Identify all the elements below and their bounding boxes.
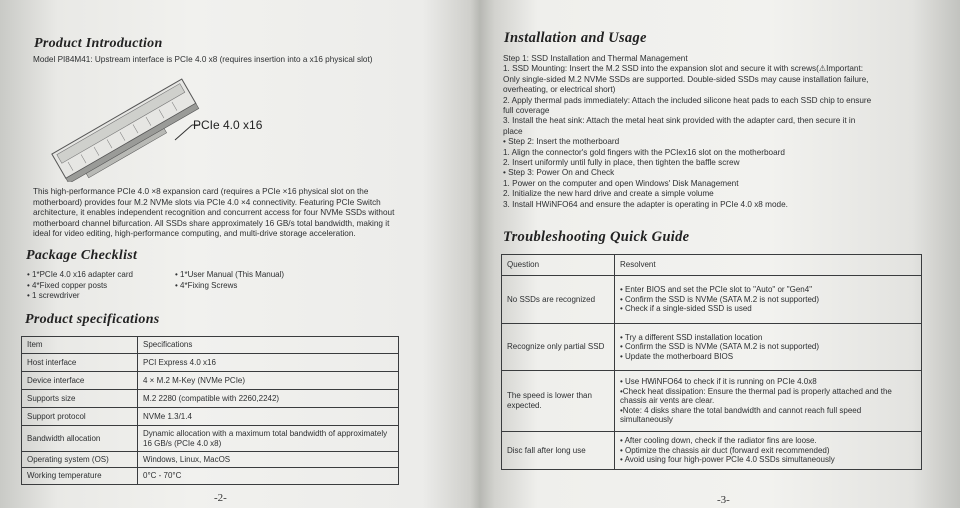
list-item: • 1*PCIe 4.0 x16 adapter card bbox=[27, 270, 133, 279]
specs-title: Product specifications bbox=[25, 312, 160, 327]
troubleshooting-title: Troubleshooting Quick Guide bbox=[503, 229, 690, 245]
table-row: No SSDs are recognized • Enter BIOS and set the PCIe slot to "Auto" or "Gen4" • Confirm the SSD is NVMe (SATA M.2 is not supported) • Check if a single-sided SSD is used bbox=[502, 276, 922, 324]
package-title: Package Checklist bbox=[26, 248, 138, 263]
table-row: Recognize only partial SSD • Try a different SSD installation location • Confirm the SSD is NVMe (SATA M.2 is not supported) • Update the motherboard BIOS bbox=[502, 324, 922, 371]
table-row: The speed is lower than expected. • Use HWiNFO64 to check if it is running on PCIe 4.0x8 •Check heat dissipation: Ensure the thermal pad is properly attached and the chassis air vents are clear. •Note: 4 disks share the total bandwidth and cannot reach full speed simultaneously bbox=[502, 371, 922, 432]
model-line: Model PI84M41: Upstream interface is PCIe 4.0 x8 (requires insertion into a x16 physical slot) bbox=[33, 55, 373, 64]
list-item: • 4*Fixed copper posts bbox=[27, 280, 108, 290]
table-row: Supports size M.2 2280 (compatible with 2260,2242) bbox=[22, 390, 399, 408]
table-row: Host interface PCI Express 4.0 x16 bbox=[22, 354, 399, 372]
product-intro-title: Product Introduction bbox=[34, 36, 163, 51]
install-steps: Step 1: SSD Installation and Thermal Management 1. SSD Mounting: Insert the M.2 SSD into the expansion slot and secure it with screws(⚠Important: Only single-sided M.2 NVMe SSDs are supported. Double-sided SSDs may cause installation failure, overheating, or electrical short) 2. Apply thermal pads immediately: Attach the included silicone heat pads to each SSD chip to ensure full coverage 3. Install the heat sink: Attach the metal heat sink provided with the adapter card, then secure it in place • Step 2: Insert the motherboard 1. Align the connector's gold fingers with the PCIex16 slot on the motherboard 2. Insert uniformly until fully in place, then tighten the baffle screw • Step 3: Power On and Check 1. Power on the computer and open Windows' Disk Management 2. Initialize the new hard drive and create a simple volume 3. Install HWiNFO64 and ensure the adapter is operating in PCIe 4.0 x8 mode. bbox=[503, 54, 872, 209]
list-item: • 4*Fixing Screws bbox=[175, 280, 238, 290]
page-number-right: -3- bbox=[717, 494, 730, 506]
troubleshooting-table bbox=[501, 254, 922, 470]
product-description: This high-performance PCIe 4.0 ×8 expansion card (requires a PCIe ×16 physical slot on the motherboard) provides four M.2 NVMe slots via PCIe 4.0 ×4 connectivity. Featuring PCIe Switch architecture, it enables independent recognition and concurrent access for four NVMe SSDs without motherboard channel bifurcation. All SSDs share approximately 16 GB/s total bandwidth, making it ideal for video editing, high-performance computing, and multi-drive storage acceleration. bbox=[33, 187, 395, 239]
specs-table bbox=[21, 336, 399, 485]
table-row: Operating system (OS) Windows, Linux, MacOS bbox=[22, 452, 399, 468]
table-row: Item Specifications bbox=[22, 337, 399, 354]
right-page bbox=[490, 0, 960, 508]
list-item: • 1*User Manual (This Manual) bbox=[175, 270, 285, 279]
table-row: Device interface 4 × M.2 M-Key (NVMe PCIe) bbox=[22, 372, 399, 390]
table-row: Support protocol NVMe 1.3/1.4 bbox=[22, 408, 399, 426]
package-col1 bbox=[27, 270, 133, 302]
table-row: Bandwidth allocation Dynamic allocation with a maximum total bandwidth of approximately 16 GB/s (PCIe 4.0 x8) bbox=[22, 426, 399, 452]
table-row: Working temperature 0°C - 70°C bbox=[22, 468, 399, 485]
table-row: Disc fall after long use • After cooling down, check if the radiator fins are loose. • Optimize the chassis air duct (forward exit recommended) • Avoid using four high-power PCIe 4.0 SSDs simultaneously bbox=[502, 432, 922, 470]
install-title: Installation and Usage bbox=[504, 30, 647, 46]
list-item: • 1 screwdriver bbox=[27, 291, 80, 300]
card-label: PCIe 4.0 x16 bbox=[193, 118, 263, 132]
page-number-left: -2- bbox=[214, 492, 227, 504]
table-row: Question Resolvent bbox=[502, 255, 922, 276]
package-col2 bbox=[175, 270, 284, 291]
